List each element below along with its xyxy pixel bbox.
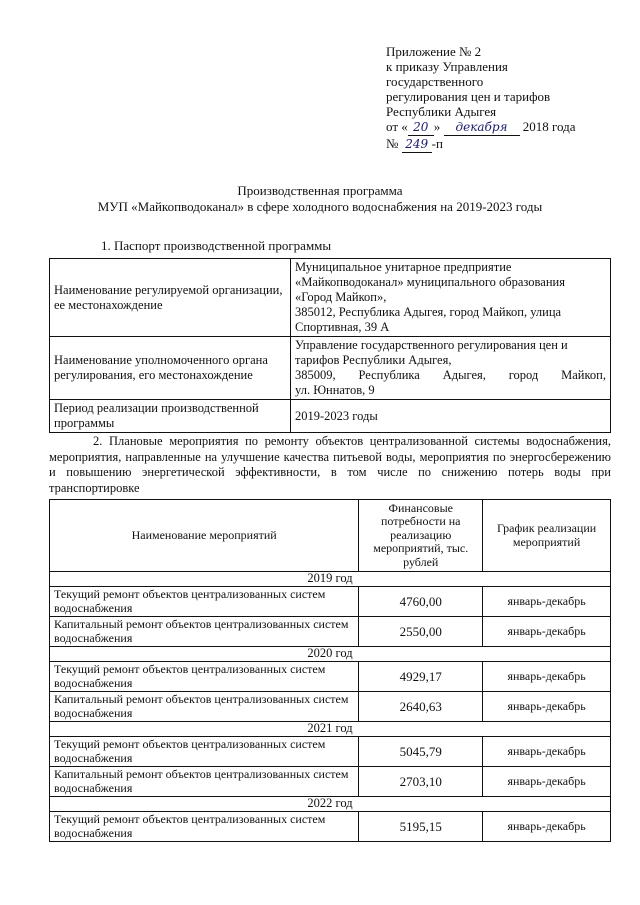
year-row	[50, 572, 611, 587]
appendix-line: Республики Адыгея	[386, 104, 497, 119]
activity-name: Капитальный ремонт объектов централизованных систем водоснабжения	[50, 767, 359, 797]
date-quote: »	[433, 119, 441, 134]
table-row	[50, 812, 611, 842]
table-row	[50, 259, 611, 337]
activity-name: Капитальный ремонт объектов централизованных систем водоснабжения	[50, 617, 359, 647]
table-row	[50, 662, 611, 692]
plan-table	[49, 499, 611, 842]
table-row	[50, 337, 611, 400]
activity-schedule: январь-декабрь	[483, 617, 611, 647]
activity-amount: 4760,00	[359, 587, 483, 617]
document-title	[40, 183, 600, 215]
table-row	[50, 400, 611, 433]
order-date	[386, 119, 616, 136]
header-name: Наименование мероприятий	[50, 500, 359, 572]
number-prefix: №	[386, 136, 399, 151]
value-line: «Майкопводоканал» муниципального образования	[295, 275, 565, 289]
activity-amount: 2703,10	[359, 767, 483, 797]
value-line: Управление государственного регулирования цен и	[295, 338, 568, 352]
order-number	[386, 136, 616, 153]
date-month: декабря	[444, 120, 520, 136]
appendix-line: к приказу Управления	[386, 59, 508, 74]
activity-schedule: январь-декабрь	[483, 662, 611, 692]
year-row	[50, 722, 611, 737]
table-row	[50, 737, 611, 767]
header-finance: Финансовые потребности на реализацию мероприятий, тыс. рублей	[359, 500, 483, 572]
activity-amount: 4929,17	[359, 662, 483, 692]
title-line-2: МУП «Майкопводоканал» в сфере холодного водоснабжения на 2019-2023 годы	[97, 199, 543, 214]
year-label: 2019 год	[50, 572, 611, 587]
number-suffix: -п	[431, 136, 443, 151]
value-line: «Город Майкоп»,	[295, 290, 387, 304]
value-line: 385009, Республика Адыгея, город Майкоп,	[295, 368, 606, 382]
activity-amount: 5195,15	[359, 812, 483, 842]
table-row	[50, 617, 611, 647]
activity-name: Текущий ремонт объектов централизованных систем водоснабжения	[50, 662, 359, 692]
year-label: 2022 год	[50, 797, 611, 812]
passport-value	[291, 259, 611, 337]
date-year: 2018 года	[522, 119, 576, 134]
appendix-block	[386, 44, 616, 153]
activity-name: Текущий ремонт объектов централизованных систем водоснабжения	[50, 737, 359, 767]
passport-label: Наименование уполномоченного органа регулирования, его местонахождение	[50, 337, 291, 400]
activity-name: Капитальный ремонт объектов централизованных систем водоснабжения	[50, 692, 359, 722]
activity-schedule: январь-декабрь	[483, 587, 611, 617]
value-line: 2019-2023 годы	[295, 408, 378, 423]
value-line: Муниципальное унитарное предприятие	[295, 260, 512, 274]
number-value: 249	[402, 137, 432, 153]
activity-name: Текущий ремонт объектов централизованных систем водоснабжения	[50, 812, 359, 842]
year-row	[50, 797, 611, 812]
activity-schedule: январь-декабрь	[483, 737, 611, 767]
passport-label: Наименование регулируемой организации, ее местонахождение	[50, 259, 291, 337]
passport-label: Период реализации производственной программы	[50, 400, 291, 433]
value-line: ул. Юннатов, 9	[295, 383, 375, 397]
appendix-line: Приложение № 2	[386, 44, 482, 59]
value-line: 385012, Республика Адыгея, город Майкоп, улица	[295, 305, 562, 319]
value-line: тарифов Республики Адыгея,	[295, 353, 452, 367]
passport-value	[291, 337, 611, 400]
year-label: 2021 год	[50, 722, 611, 737]
activity-amount: 2640,63	[359, 692, 483, 722]
date-prefix: от «	[386, 119, 408, 134]
table-row	[50, 767, 611, 797]
activity-name: Текущий ремонт объектов централизованных систем водоснабжения	[50, 587, 359, 617]
activity-amount: 2550,00	[359, 617, 483, 647]
appendix-line: государственного	[386, 74, 484, 89]
section-1-heading: 1. Паспорт производственной программы	[101, 238, 332, 253]
passport-table	[49, 258, 611, 433]
activity-schedule: январь-декабрь	[483, 767, 611, 797]
title-line-1: Производственная программа	[237, 183, 403, 198]
table-row	[50, 692, 611, 722]
activity-schedule: январь-декабрь	[483, 692, 611, 722]
header-schedule: График реализации мероприятий	[483, 500, 611, 572]
section-2-heading: 2. Плановые мероприятия по ремонту объектов централизованной системы водоснабжения, мероприятия, направленные на улучшение качества питьевой воды, мероприятия по энергосбережению и повышению энергетической эффективности, в том числе по снижению потерь воды при транспортировке	[49, 434, 611, 495]
activity-amount: 5045,79	[359, 737, 483, 767]
table-row	[50, 587, 611, 617]
value-line: Спортивная, 39 А	[295, 320, 390, 334]
year-label: 2020 год	[50, 647, 611, 662]
appendix-line: регулирования цен и тарифов	[386, 89, 551, 104]
passport-value	[291, 400, 611, 433]
table-header-row	[50, 500, 611, 572]
date-day: 20	[408, 120, 434, 136]
year-row	[50, 647, 611, 662]
activity-schedule: январь-декабрь	[483, 812, 611, 842]
